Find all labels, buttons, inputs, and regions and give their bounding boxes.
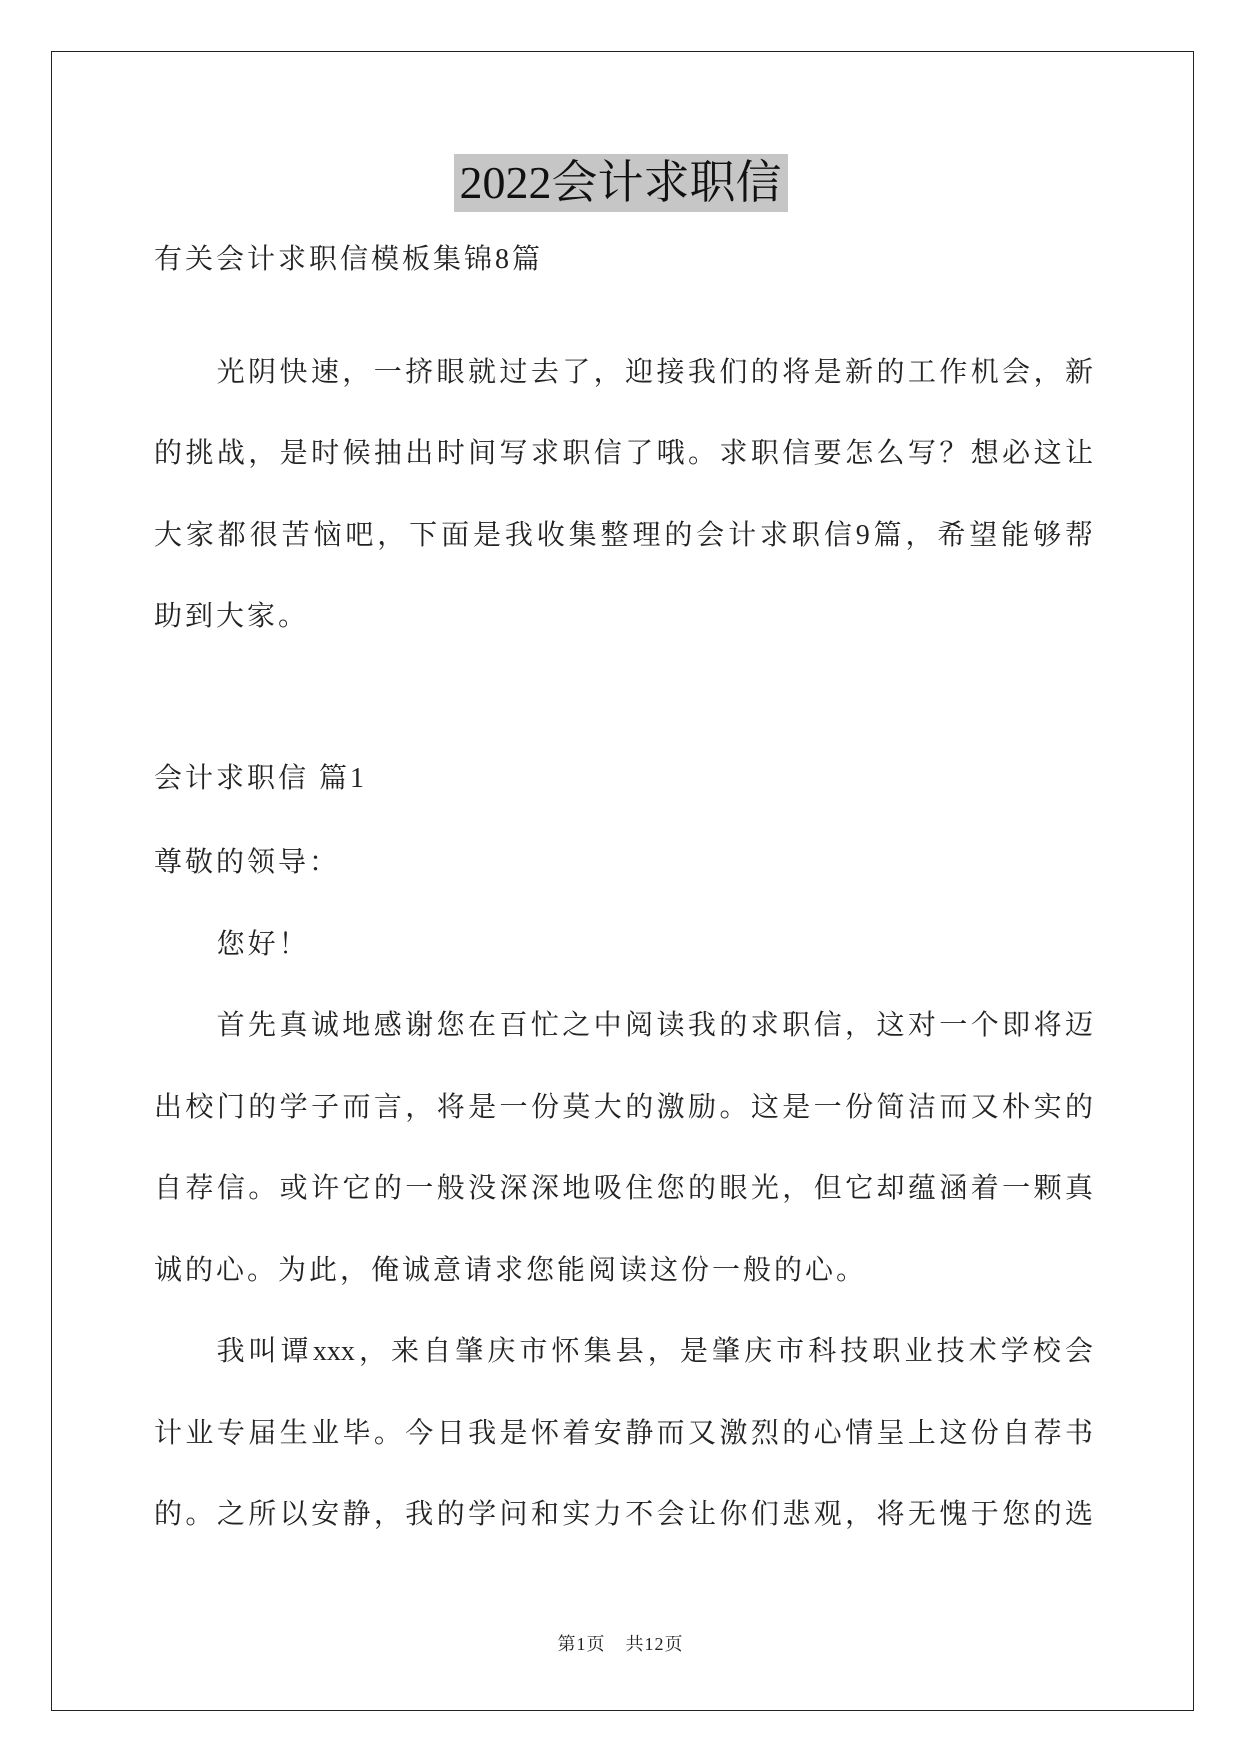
letter-paragraph — [154, 1311, 1093, 1556]
document-title: 2022会计求职信 — [454, 154, 788, 212]
text-line: 光阴快速，一挤眼就过去了，迎接我们的将是新的工作机会，新 — [216, 356, 1093, 388]
page-number: 第1页 — [557, 1634, 606, 1654]
document-body — [154, 219, 1093, 1556]
text-line: 的挑战，是时候抽出时间写求职信了哦。求职信要怎么写？想必这让 — [154, 438, 1093, 469]
page-footer — [0, 1632, 1241, 1656]
greeting: 您好！ — [216, 928, 310, 960]
text-line: 的。之所以安静，我的学问和实力不会让你们悲观，将无愧于您的选 — [154, 1499, 1093, 1530]
section-heading: 会计求职信 篇1 — [154, 762, 368, 794]
letter-paragraph — [154, 985, 1093, 1311]
salutation: 尊敬的领导： — [154, 847, 341, 878]
text-line: 计业专届生业毕。今日我是怀着安静而又激烈的心情呈上这份自荐书 — [154, 1417, 1093, 1449]
text-line: 助到大家。 — [154, 601, 310, 632]
page-total: 共12页 — [625, 1634, 684, 1654]
intro-line: 有关会计求职信模板集锦8篇 — [154, 244, 544, 275]
text-line: 出校门的学子而言，将是一份莫大的激励。这是一份简洁而又朴实的 — [154, 1091, 1093, 1123]
text-line: 大家都很苦恼吧，下面是我收集整理的会计求职信9篇，希望能够帮 — [154, 519, 1093, 551]
preface-paragraph — [154, 332, 1093, 658]
text-line: 我叫谭xxx，来自肇庆市怀集县，是肇庆市科技职业技术学校会 — [216, 1336, 1093, 1367]
text-line: 自荐信。或许它的一般没深深地吸住您的眼光，但它却蕴涵着一颗真 — [154, 1173, 1093, 1204]
title-area — [0, 154, 1241, 212]
text-line: 首先真诚地感谢您在百忙之中阅读我的求职信，这对一个即将迈 — [216, 1010, 1093, 1041]
text-line: 诚的心。为此，俺诚意请求您能阅读这份一般的心。 — [154, 1254, 868, 1286]
